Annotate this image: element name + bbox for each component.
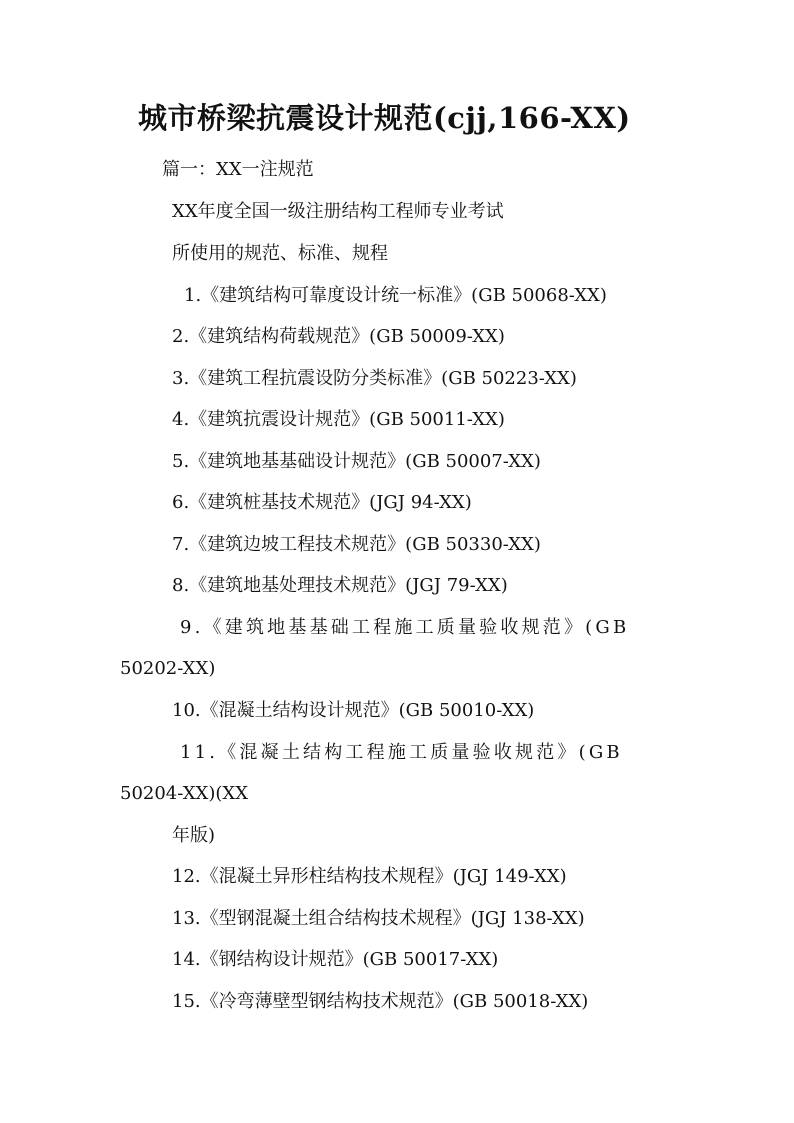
standard-item-6: 6.《建筑桩基技术规范》(JGJ 94-XX) <box>172 492 472 513</box>
standard-item-8: 8.《建筑地基处理技术规范》(JGJ 79-XX) <box>172 575 508 596</box>
standard-item-13: 13.《型钢混凝土组合结构技术规程》(JGJ 138-XX) <box>172 908 585 929</box>
standard-item-9: 9.《建筑地基基础工程施工质量验收规范》(GB <box>180 617 630 638</box>
standard-item-4: 4.《建筑抗震设计规范》(GB 50011-XX) <box>172 409 505 430</box>
standard-item-1: 1.《建筑结构可靠度设计统一标准》(GB 50068-XX) <box>184 285 607 306</box>
intro-line-2: 所使用的规范、标准、规程 <box>172 243 388 264</box>
intro-line-1: XX年度全国一级注册结构工程师专业考试 <box>172 201 504 222</box>
standard-item-11-continued: 50204-XX)(XX <box>120 783 249 804</box>
standard-item-9-continued: 50202-XX) <box>120 658 216 679</box>
standard-item-14: 14.《钢结构设计规范》(GB 50017-XX) <box>172 949 499 970</box>
standard-item-12: 12.《混凝土异形柱结构技术规程》(JGJ 149-XX) <box>172 866 567 887</box>
standard-item-11-edition: 年版) <box>172 825 216 846</box>
standard-item-10: 10.《混凝土结构设计规范》(GB 50010-XX) <box>172 700 535 721</box>
standard-item-15: 15.《冷弯薄壁型钢结构技术规范》(GB 50018-XX) <box>172 991 589 1012</box>
standard-item-7: 7.《建筑边坡工程技术规范》(GB 50330-XX) <box>172 534 541 555</box>
standard-item-5: 5.《建筑地基基础设计规范》(GB 50007-XX) <box>172 451 541 472</box>
standard-item-2: 2.《建筑结构荷载规范》(GB 50009-XX) <box>172 326 505 347</box>
standard-item-11: 11.《混凝土结构工程施工质量验收规范》(GB <box>180 742 623 763</box>
standard-item-3: 3.《建筑工程抗震设防分类标准》(GB 50223-XX) <box>172 368 577 389</box>
section-heading: 篇一：XX一注规范 <box>162 159 314 180</box>
document-title: 城市桥梁抗震设计规范(cjj,166-XX) <box>138 101 631 135</box>
